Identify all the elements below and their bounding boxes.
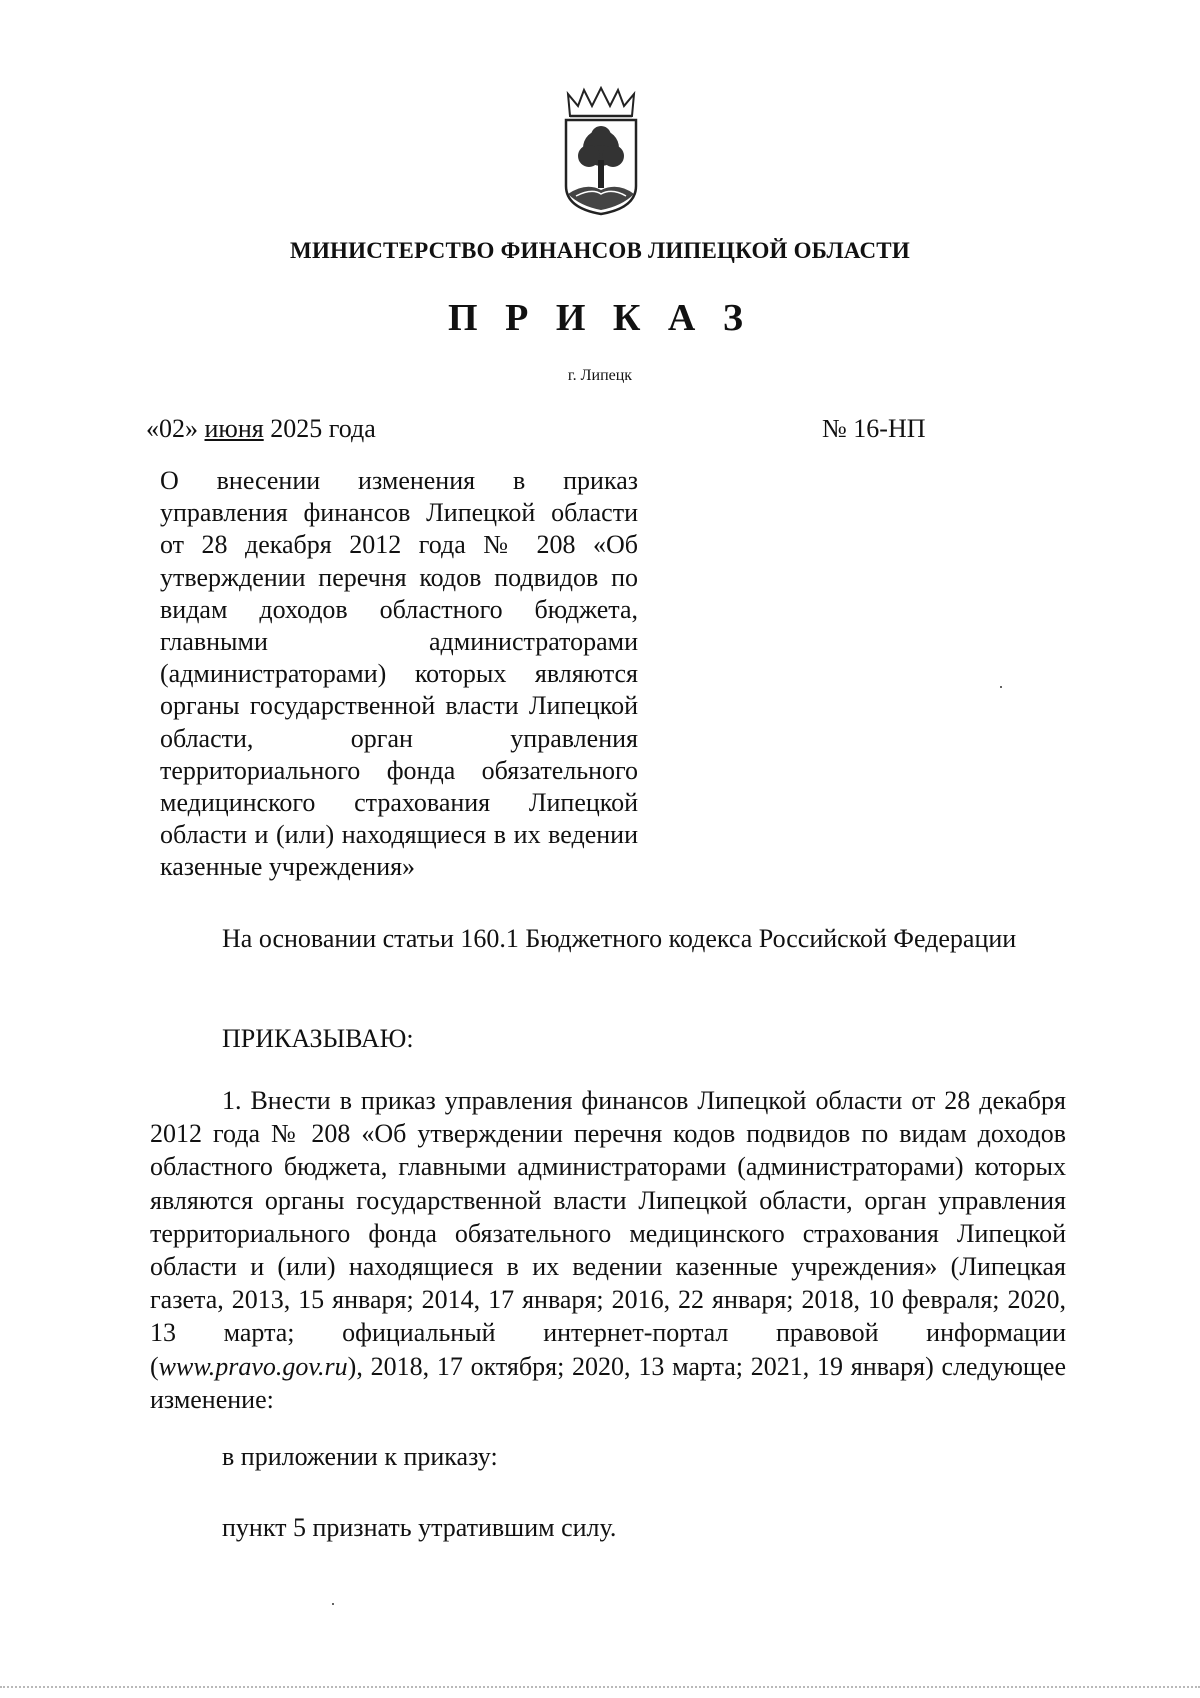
item1-text-end: ), 2018, 17 октября; 2020, 13 марта; 2021, 19 января) следующее изменение: (150, 1351, 1066, 1414)
city: г. Липецк (567, 367, 633, 384)
scan-edge (0, 1686, 1200, 1688)
scan-speck (332, 1603, 334, 1605)
order-item-1 (150, 1084, 1066, 1416)
order-number: № 16-НП (822, 414, 926, 443)
coat-of-arms-emblem (562, 86, 640, 216)
date-month: июня (204, 414, 264, 443)
decree-word: ПРИКАЗЫВАЮ: (222, 1024, 414, 1053)
date-day: «02» (146, 414, 198, 443)
pravo-site-reference: www.pravo.gov.ru (158, 1351, 348, 1381)
tree-icon (578, 126, 624, 188)
document-title: П Р И К А З (448, 297, 752, 339)
date-year: 2025 года (270, 414, 376, 443)
order-subject: О внесении изменения в приказ управления финансов Липецкой области от 28 декабря 2012 года № 208 «Об утверждении перечня кодов подвидов по видам доходов областного бюджета, главными администраторами (администраторами) которых являются органы государственной власти Липецкой области, орган управления территориального фонда обязательного медицинского страхования Липецкой области и (или) находящиеся в их ведении казенные учреждения» (160, 466, 638, 882)
crown-icon (568, 88, 634, 116)
annex-line: в приложении к приказу: (222, 1442, 498, 1471)
order-date (146, 414, 376, 444)
item1-text: 1. Внести в приказ управления финансов Липецкой области от 28 декабря 2012 года № 208 «Об утверждении перечня кодов подвидов по видам доходов областного бюджета, главными администраторами (администраторами) которых являются органы государственной власти Липецкой области, орган управления территориального фонда обязательного медицинского страхования Липецкой области и (или) находящиеся в их ведении казенные учреждения» (Липецкая газета, 2013, 15 января; 2014, 17 января; 2016, 22 января; 2018, 10 февраля; 2020, 13 марта; официальный интернет-портал правовой информации ( (150, 1086, 1066, 1381)
scan-speck (1000, 686, 1002, 688)
legal-basis: На основании статьи 160.1 Бюджетного кодекса Российской Федерации (222, 924, 1017, 953)
repeal-line: пункт 5 признать утратившим силу. (222, 1513, 617, 1542)
ministry-name: МИНИСТЕРСТВО ФИНАНСОВ ЛИПЕЦКОЙ ОБЛАСТИ (290, 238, 910, 263)
